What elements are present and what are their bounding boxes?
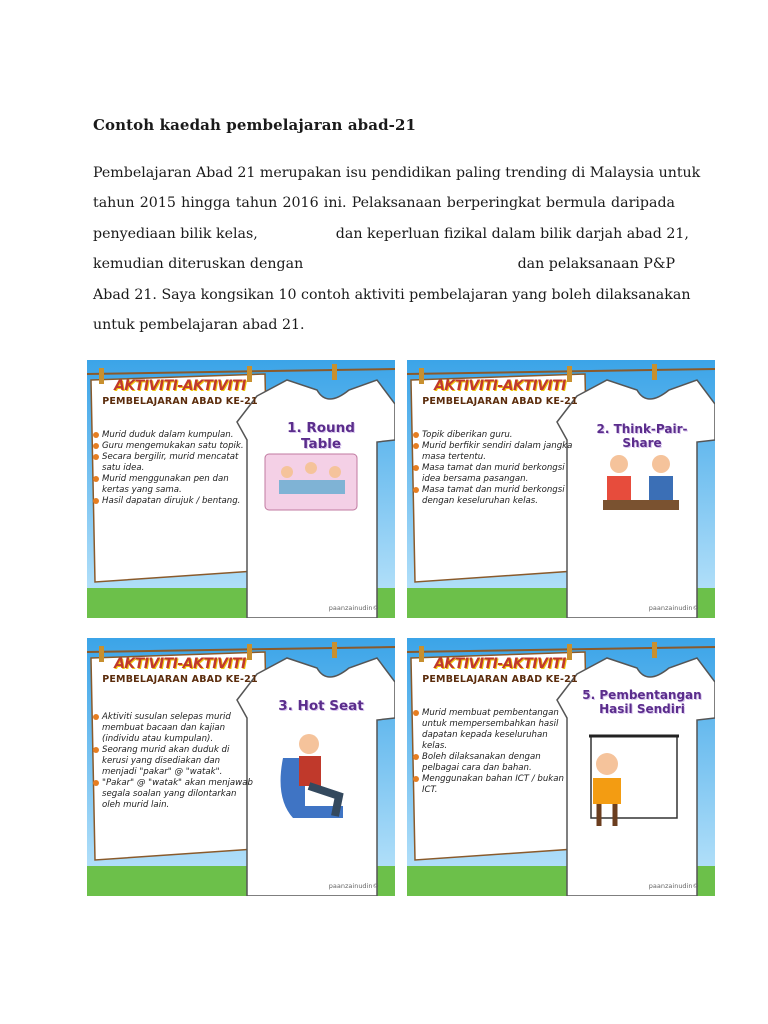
text: kemudian diteruskan dengan — [93, 256, 304, 273]
heading: Contoh kaedah pembelajaran abad-21 — [93, 116, 417, 134]
list-item: Murid berfikir sendiri dalam jangka masa tertentu. — [413, 441, 573, 463]
list-item: Masa tamat dan murid berkongsi dengan keseluruhan kelas. — [413, 485, 573, 507]
credit: paanzainudin© — [328, 882, 379, 890]
list-item: Murid membuat pembentangan untuk mempersembahkan hasil dapatan kepada keseluruhan kelas. — [413, 708, 573, 752]
activity-card-4 — [407, 638, 715, 896]
list-item: Seorang murid akan duduk di kerusi yang disediakan dan menjadi "pakar" @ "watak". — [93, 745, 253, 778]
list-item: Murid duduk dalam kumpulan. — [93, 430, 253, 441]
credit: paanzainudin© — [648, 604, 699, 612]
paragraph-line — [93, 249, 675, 279]
tshirt-label: 3. Hot Seat — [278, 698, 364, 714]
activity-card-2 — [407, 360, 715, 618]
card-title: AKTIVITI-AKTIVITI — [434, 378, 566, 394]
credit: paanzainudin© — [328, 604, 379, 612]
bullet-list — [413, 708, 573, 796]
list-item: Secara bergilir, murid mencatat satu idea. — [93, 452, 253, 474]
list-item: Topik diberikan guru. — [413, 430, 573, 441]
card-subtitle: PEMBELAJARAN ABAD KE-21 — [102, 396, 258, 407]
text: tahun 2015 hingga tahun 2016 ini. Pelaksanaan berperingkat bermula daripada — [93, 195, 675, 212]
text: Abad 21. Saya kongsikan 10 contoh aktiviti pembelajaran yang boleh dilaksanakan — [93, 286, 691, 303]
list-item: Murid menggunakan pen dan kertas yang sama. — [93, 474, 253, 496]
tshirt-label: 2. Think-Pair-Share — [596, 422, 688, 450]
card-title: AKTIVITI-AKTIVITI — [114, 378, 246, 394]
paragraph — [93, 158, 701, 340]
card-header — [415, 656, 585, 685]
list-item: "Pakar" @ "watak" akan menjawab segala soalan yang dilontarkan oleh murid lain. — [93, 778, 253, 811]
list-item: Masa tamat dan murid berkongsi idea bersama pasangan. — [413, 463, 573, 485]
text: dan pelaksanaan P&P — [517, 256, 675, 273]
paragraph-line — [93, 188, 675, 218]
paragraph-line — [93, 158, 701, 188]
activity-card-1 — [87, 360, 395, 618]
list-item: Hasil dapatan dirujuk / bentang. — [93, 496, 253, 507]
card-header — [415, 378, 585, 407]
text: untuk pembelajaran abad 21. — [93, 316, 305, 333]
card-header — [95, 656, 265, 685]
card-subtitle: PEMBELAJARAN ABAD KE-21 — [102, 674, 258, 685]
paragraph-line — [93, 280, 691, 310]
tshirt-label: 1. Round Table — [287, 420, 355, 452]
credit: paanzainudin© — [648, 882, 699, 890]
list-item: Boleh dilaksanakan dengan pelbagai cara dan bahan. — [413, 752, 573, 774]
card-header — [95, 378, 265, 407]
card-subtitle: PEMBELAJARAN ABAD KE-21 — [422, 674, 578, 685]
bullet-list — [413, 430, 573, 507]
text: penyediaan bilik kelas, — [93, 225, 258, 242]
activity-card-3 — [87, 638, 395, 896]
tshirt-label: 5. Pembentangan Hasil Sendiri — [582, 688, 702, 716]
card-subtitle: PEMBELAJARAN ABAD KE-21 — [422, 396, 578, 407]
text: Pembelajaran Abad 21 merupakan isu pendidikan paling trending di Malaysia untuk — [93, 165, 701, 181]
list-item: Guru mengemukakan satu topik. — [93, 441, 253, 452]
paragraph-line — [93, 219, 689, 249]
bullet-list — [93, 430, 253, 507]
card-title: AKTIVITI-AKTIVITI — [114, 656, 246, 672]
list-item: Aktiviti susulan selepas murid membuat bacaan dan kajian (individu atau kumpulan). — [93, 712, 253, 745]
card-title: AKTIVITI-AKTIVITI — [434, 656, 566, 672]
bullet-list — [93, 712, 253, 811]
paragraph-line — [93, 310, 675, 340]
list-item: Menggunakan bahan ICT / bukan ICT. — [413, 774, 573, 796]
text: dan keperluan fizikal dalam bilik darjah abad 21, — [335, 225, 689, 242]
